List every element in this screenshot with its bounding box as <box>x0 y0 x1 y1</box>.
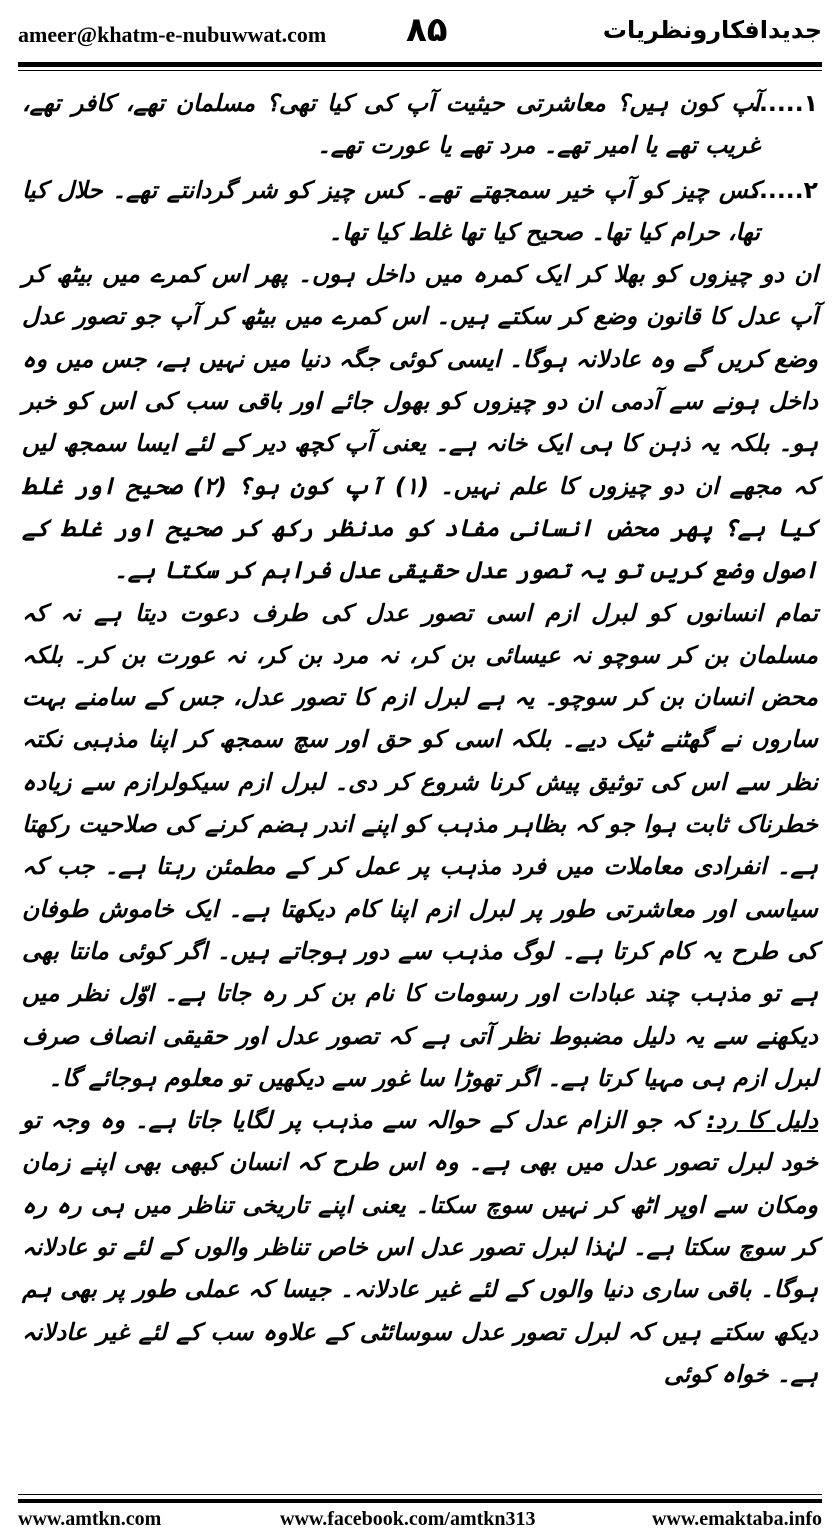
footer-rule-thick <box>18 1499 822 1503</box>
list-item-text: آپ کون ہیں؟ معاشرتی حیثیت آپ کی کیا تھی؟ مسلمان تھے، کافر تھے، غریب تھے یا امیر تھے۔ مرد تھے یا عورت تھے۔ <box>22 89 760 160</box>
page-number: ۸۵ <box>406 10 448 50</box>
list-item-text: کس چیز کو آپ خیر سمجھتے تھے۔ کس چیز کو شر گردانتے تھے۔ حلال کیا تھا، حرام کیا تھا۔ صحیح کیا تھا غلط کیا تھا۔ <box>22 175 760 246</box>
header-email[interactable]: ameer@khatm-e-nubuwwat.com <box>18 22 327 47</box>
page-footer <box>18 1508 822 1536</box>
final-paragraph-text: کہ جو الزام عدل کے حوالہ سے مذہب پر لگایا جاتا ہے۔ وہ وجہ تو خود لبرل تصور عدل میں بھی ہے۔ وہ اس طرح کہ انسان کبھی بھی اپنے زمان ومکان سے اوپر اٹھ کر نہیں سوچ سکتا۔ یعنی اپنے تاریخی تناظر میں ہی رہ رہ کر سوچ سکتا ہے۔ لہٰذا لبرل تصور عدل اس خاص تناظر والوں کے لئے تو عادلانہ ہوگا۔ باقی ساری دنیا والوں کے لئے غیر عادلانہ۔ جیسا کہ عملی طور پر بھی ہم دیکھ سکتے ہیں کہ لبرل تصور عدل سوسائٹی کے علاوہ سب کے لئے غیر عادلانہ ہے۔ خواہ کوئی <box>22 1106 819 1388</box>
body-paragraph: ان دو چیزوں کو بھلا کر ایک کمرہ میں داخل ہوں۔ پھر اس کمرے میں بیٹھ کر آپ عدل کا قانون وضع کر سکتے ہیں۔ اس کمرے میں بیٹھ کر آپ جو تصور عدل وضع کریں گے وہ عادلانہ ہوگا۔ ایسی کوئی جگہ دنیا میں نہیں ہے، جس میں وہ داخل ہونے سے آدمی ان دو چیزوں کو بھول جائے اور باقی سب کی اس کو خبر ہو۔ بلکہ یہ ذہن کا ہی ایک خانہ ہے۔ یعنی آپ کچھ دیر کے لئے ایسا سمجھ لیں کہ مجھے ان دو چیزوں کا علم نہیں۔ (۱) آپ کون ہو؟ (۲) صحیح اور غلط کیا ہے؟ پھر محض انسانی مفاد کو مدنظر رکھ کر صحیح اور غلط کے اصول وضع کریں تو یہ تصور عدل حقیقی عدل فراہم کر سکتا ہے۔ <box>22 260 819 585</box>
footer-link-emaktaba[interactable]: www.emaktaba.info <box>651 1508 822 1530</box>
header-rule-thick <box>18 62 822 67</box>
footer-link-facebook[interactable]: www.facebook.com/amtkn313 <box>280 1508 536 1530</box>
list-item-number: ۲...... <box>750 175 818 204</box>
page-body <box>22 82 818 1482</box>
list-item <box>22 169 818 254</box>
page-header <box>18 10 822 54</box>
footer-rule-thin <box>18 1494 822 1495</box>
final-paragraph <box>22 1099 818 1395</box>
header-rule-thin <box>18 70 822 71</box>
list-item-number: ۱...... <box>750 89 818 117</box>
body-paragraph: تمام انسانوں کو لبرل ازم اسی تصور عدل کی طرف دعوت دیتا ہے نہ کہ مسلمان بن کر سوچو نہ عیسائی بن کر، نہ مرد بن کر، نہ عورت بن کر۔ بلکہ محض انسان بن کر سوچو۔ یہ ہے لبرل ازم کا تصور عدل، جس کے سامنے بہت ساروں نے گھٹنے ٹیک دیے۔ بلکہ اسی کو حق اور سچ سمجھ کر اپنا مذہبی نکتہ نظر سے اس کی توثیق پیش کرنا شروع کر دی۔ لبرل ازم سیکولرازم سے زیادہ خطرناک ثابت ہوا جو کہ بظاہر مذہب کو اپنے اندر ہضم کرنے کی صلاحیت رکھتا ہے۔ انفرادی معاملات میں فرد مذہب پر عمل کر کے مطمئن رہتا ہے۔ جب کہ سیاسی اور معاشرتی طور پر لبرل ازم اپنا کام دیکھتا ہے۔ ایک خاموش طوفان کی طرح یہ کام کرتا ہے۔ لوگ مذہب سے دور ہوجاتے ہیں۔ اگر کوئی مانتا بھی ہے تو مذہب چند عبادات اور رسومات کا نام بن کر رہ جاتا ہے۔ اوّل نظر میں دیکھنے سے یہ دلیل مضبوط نظر آتی ہے کہ تصور عدل اور حقیقی انصاف صرف لبرل ازم ہی مہیا کرتا ہے۔ اگر تھوڑا سا غور سے دیکھیں تو معلوم ہوجائے گا۔ <box>22 598 818 1092</box>
footer-link-amtkn[interactable]: www.amtkn.com <box>18 1508 162 1530</box>
list-item <box>22 82 818 167</box>
book-title: جدیدافکارونظریات <box>602 16 822 44</box>
argument-rebuttal-label: دلیل کا رد: <box>706 1106 818 1135</box>
